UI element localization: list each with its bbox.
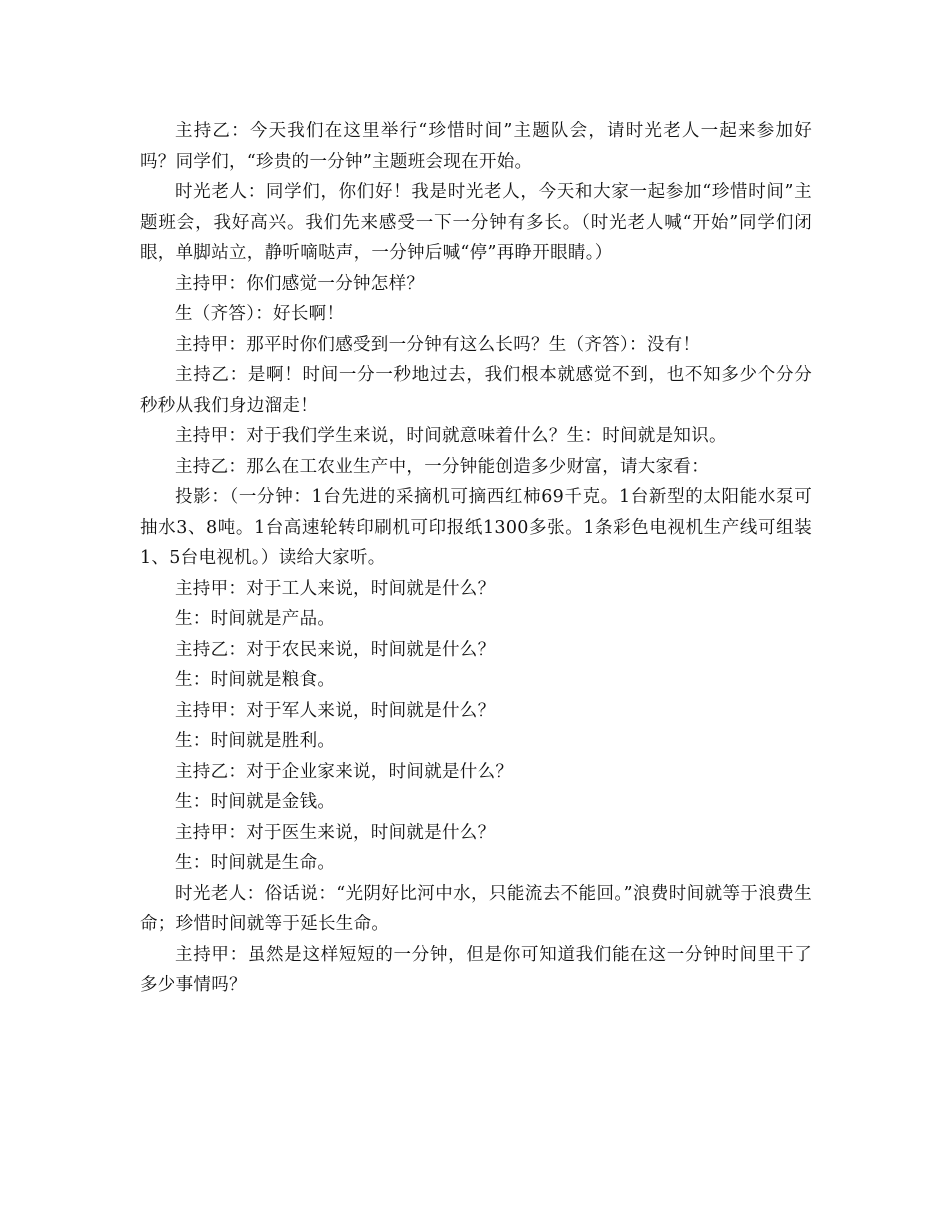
paragraph-8: 主持乙：那么在工农业生产中，一分钟能创造多少财富，请大家看： (175, 456, 709, 477)
paragraph-7: 主持甲：对于我们学生来说，时间就意味着什么？生：时间就是知识。 (175, 426, 727, 446)
paragraph-12: 主持乙：对于农民来说，时间就是什么？ (175, 639, 496, 660)
paragraph-2: 时光老人：同学们，你们好！我是时光老人，今天和大家一起参加“珍惜时间”主题班会，我好高兴。我们先来感受一下一分钟有多长。（时光老人喊“开始”同学们闭眼，单脚站立，静听嘀哒声，一分钟后喊“停”再睁开眼睛。） (140, 182, 812, 263)
paragraph-18: 主持甲：对于医生来说，时间就是什么？ (175, 822, 496, 843)
paragraph-10: 主持甲：对于工人来说，时间就是什么？ (175, 578, 496, 599)
paragraph-11: 生：时间就是产品。 (175, 609, 336, 629)
paragraph-9: 投影：（一分钟：1台先进的采摘机可摘西红柿69千克。1台新型的太阳能水泵可抽水3、8吨。1台高速轮转印刷机可印报纸1300多张。1条彩色电视机生产线可组装1、5台电视机。）读给大家听。 (140, 487, 812, 568)
paragraph-13: 生：时间就是粮食。 (175, 670, 336, 690)
paragraph-6: 主持乙：是啊！时间一分一秒地过去，我们根本就感觉不到，也不知多少个分分秒秒从我们身边溜走！ (140, 365, 812, 416)
paragraph-19: 生：时间就是生命。 (175, 853, 336, 873)
paragraph-15: 生：时间就是胜利。 (175, 731, 336, 751)
paragraph-14: 主持甲：对于军人来说，时间就是什么？ (175, 700, 496, 721)
paragraph-16: 主持乙：对于企业家来说，时间就是什么？ (175, 761, 514, 782)
paragraph-1: 主持乙：今天我们在这里举行“珍惜时间”主题队会，请时光老人一起来参加好吗？同学们，“珍贵的一分钟”主题班会现在开始。 (140, 121, 812, 172)
document-body (140, 116, 812, 1001)
paragraph-3: 主持甲：你们感觉一分钟怎样？ (175, 273, 425, 294)
paragraph-5: 主持甲：那平时你们感受到一分钟有这么长吗？生（齐答）：没有！ (175, 334, 701, 355)
paragraph-4: 生（齐答）：好长啊！ (175, 304, 345, 324)
paragraph-17: 生：时间就是金钱。 (175, 792, 336, 812)
paragraph-21: 主持甲：虽然是这样短短的一分钟，但是你可知道我们能在这一分钟时间里干了多少事情吗？ (140, 944, 812, 995)
paragraph-20: 时光老人：俗话说：“光阴好比河中水，只能流去不能回。”浪费时间就等于浪费生命；珍惜时间就等于延长生命。 (140, 883, 812, 934)
